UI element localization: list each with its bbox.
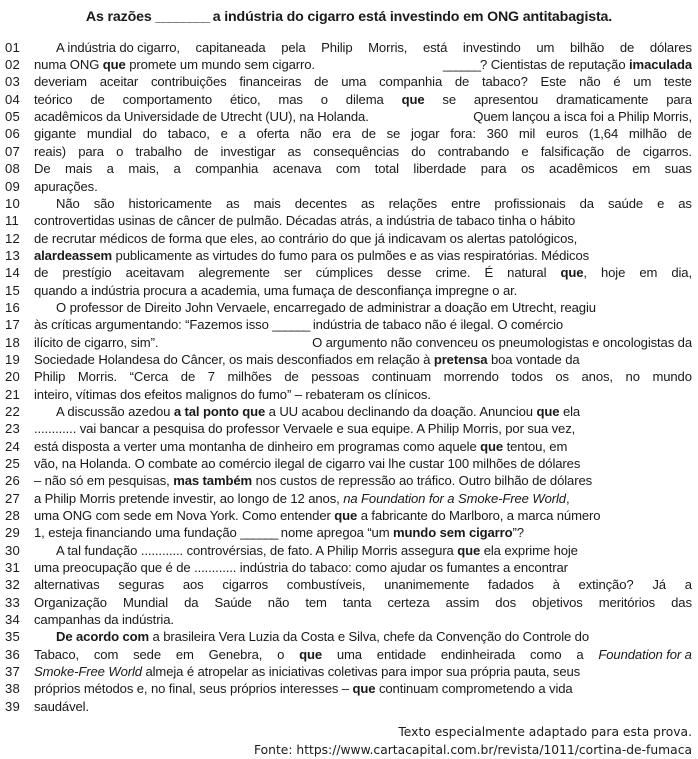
line-text: Organização Mundial da Saúde não tem tanta certeza assim dos objetivos meritórios das (34, 594, 692, 610)
line-number: 38 (5, 681, 20, 697)
line-text: quando a indústria procura a academia, uma fumaça de desconfiança impregne o ar. (34, 282, 518, 298)
line-text: uma preocupação que é de ............ indústria do tabaco: como ajudar os fumantes a encontrar (34, 560, 568, 576)
text-line (5, 387, 692, 404)
text-line (5, 577, 692, 594)
text-line (5, 74, 692, 91)
text-line (5, 681, 692, 698)
line-text: inteiro, vítimas dos efeitos malignos do fumo” – rebateram os clínicos. (34, 386, 431, 402)
text-line (5, 300, 692, 317)
line-number: 21 (5, 386, 20, 402)
text-line (5, 369, 692, 386)
line-number: 35 (5, 629, 20, 645)
line-text: numa ONG que promete um mundo sem cigarro. ______? Cientistas de reputação imaculada (34, 57, 692, 73)
text-line (5, 508, 692, 525)
line-text: apurações. (34, 178, 98, 194)
line-number: 19 (5, 351, 20, 367)
line-number: 16 (5, 299, 20, 315)
line-number: 27 (5, 490, 20, 506)
adaptation-note: Texto especialmente adaptado para esta prova. (398, 725, 692, 740)
line-text: a Philip Morris pretende investir, ao longo de 12 anos, na Foundation for a Smoke-Free World, (34, 490, 570, 506)
line-text: ............ vai bancar a pesquisa do professor Vervaele e sua equipe. A Philip Morris, por sua vez, (34, 421, 576, 437)
text-line (5, 248, 692, 265)
line-number: 09 (5, 178, 20, 194)
line-number: 08 (5, 161, 20, 177)
line-number: 37 (5, 664, 20, 680)
text-line (5, 109, 692, 126)
text-line (5, 335, 692, 352)
line-text: Philip Morris. “Cerca de 7 milhões de pessoas continuam morrendo todos os anos, no mundo (34, 369, 692, 385)
line-text: O professor de Direito John Vervaele, encarregado de administrar a doação em Utrecht, reagiu (56, 299, 596, 315)
line-number: 05 (5, 109, 20, 125)
text-line (5, 699, 692, 716)
line-text: controvertidas usinas de câncer de pulmão. Décadas atrás, a indústria de tabaco tinha o hábito (34, 213, 576, 229)
line-text: – não só em pesquisas, mas também nos custos de repressão ao tráfico. Outro bilhão de dólares (34, 473, 593, 489)
text-line (5, 92, 692, 109)
line-text: Sociedade Holandesa do Câncer, os mais desconfiados em relação à pretensa boa vontade da (34, 351, 580, 367)
text-line (5, 647, 692, 664)
text-line (5, 491, 692, 508)
text-line (5, 612, 692, 629)
text-line (5, 57, 692, 74)
line-text: uma ONG com sede em Nova York. Como entender que a fabricante do Marlboro, a marca número (34, 508, 601, 524)
line-number: 30 (5, 542, 20, 558)
line-text: deveriam aceitar contribuições financeiras de uma companhia de tabaco? Este não é um teste (34, 74, 692, 90)
line-number: 28 (5, 508, 20, 524)
line-number: 11 (5, 213, 19, 229)
line-text: Smoke-Free World almeja é atropelar as iniciativas coletivas para impor sua própria pauta, seus (34, 664, 581, 680)
line-number: 14 (5, 265, 20, 281)
line-number: 36 (5, 646, 20, 662)
line-text: Não são historicamente as mais decentes as relações entre profissionais da saúde e as (56, 195, 692, 211)
line-number: 18 (5, 334, 20, 350)
line-text: de recrutar médicos de forma que eles, ao contrário do que já indicavam os alertas patológicos, (34, 230, 578, 246)
text-line (5, 179, 692, 196)
text-line (5, 265, 692, 282)
text-line (5, 525, 692, 542)
line-number: 10 (5, 195, 20, 211)
text-line (5, 664, 692, 681)
text-line (5, 543, 692, 560)
text-line (5, 473, 692, 490)
line-text: Tabaco, com sede em Genebra, o que uma entidade endinheirada como a Foundation for a (34, 646, 692, 662)
line-number: 25 (5, 456, 20, 471)
line-number: 32 (5, 577, 20, 593)
line-number: 23 (5, 421, 20, 437)
line-number: 07 (5, 143, 20, 159)
line-number: 34 (5, 612, 20, 628)
text-line (5, 439, 692, 456)
line-text: próprios métodos e, no final, seus próprios interesses – que continuam comprometendo a vida (34, 681, 573, 697)
title-blank: ________ (155, 9, 209, 25)
line-text: ilícito de cigarro, sim”. O argumento não convenceu os pneumologistas e oncologistas da (34, 334, 692, 350)
text-line (5, 213, 692, 230)
line-text: alternativas seguras aos cigarros combustíveis, unanimemente fadados à extinção? Já a (34, 577, 692, 593)
text-line (5, 283, 692, 300)
line-number: 15 (5, 282, 20, 298)
line-text: reais) para o trabalho de investigar as consequências do contrabando e falsificação de cigarros. (34, 143, 692, 159)
text-line (5, 560, 692, 577)
text-line (5, 456, 692, 473)
text-line (5, 40, 692, 57)
text-line (5, 126, 692, 143)
line-text: vão, na Holanda. O combate ao comércio ilegal de cigarro vai lhe custar 100 milhões de dólares (34, 456, 581, 471)
line-text: está disposta a verter uma montanha de dinheiro em programas como aquele que tentou, em (34, 438, 568, 454)
line-number: 29 (5, 525, 20, 541)
line-text: acadêmicos da Universidade de Utrecht (UU), na Holanda. Quem lançou a isca foi a Philip Morris, (34, 109, 692, 125)
line-text: De mais a mais, a companhia acenava com total liberdade para os acadêmicos em suas (34, 161, 692, 177)
title-text-before: As razões (85, 9, 156, 25)
line-number: 26 (5, 473, 20, 489)
line-text: campanhas da indústria. (34, 612, 174, 628)
line-number: 01 (5, 39, 20, 55)
line-text: A indústria do cigarro, capitaneada pela Philip Morris, está investindo um bilhão de dólares (56, 39, 692, 55)
line-number: 04 (5, 91, 20, 107)
text-line (5, 421, 692, 438)
text-line (5, 231, 692, 248)
text-body (0, 40, 698, 716)
line-number: 06 (5, 126, 20, 142)
line-text: gigante mundial do tabaco, e a oferta não era de se jogar fora: 360 mil euros (1,64 milhão de (34, 126, 692, 142)
line-text: A discussão azedou a tal ponto que a UU acabou declinando da doação. Anunciou que ela (56, 403, 581, 419)
line-number: 13 (5, 247, 20, 263)
line-number: 31 (5, 560, 20, 576)
line-number: 20 (5, 369, 20, 385)
line-number: 22 (5, 403, 20, 419)
text-line (5, 404, 692, 421)
line-text: alardeassem publicamente as virtudes do fumo para os pulmões e as vias respiratórias. Médicos (34, 247, 590, 263)
text-line (5, 629, 692, 646)
line-number: 03 (5, 74, 20, 90)
line-text: de prestígio aceitavam alegremente ser cúmplices desse crime. É natural que, hoje em dia, (34, 265, 692, 281)
text-line (5, 352, 692, 369)
page-title (0, 0, 698, 27)
line-number: 33 (5, 594, 20, 610)
source-url: Fonte: https://www.cartacapital.com.br/revista/1011/cortina-de-fumaca (254, 742, 692, 757)
line-text: 1, esteja financiando uma fundação ______ nome apregoa “um mundo sem cigarro”? (34, 525, 524, 541)
line-text: às críticas argumentando: “Fazemos isso ______ indústria de tabaco não é ilegal. O comércio (34, 317, 564, 333)
line-text: De acordo com a brasileira Vera Luzia da Costa e Silva, chefe da Convenção do Controle do (56, 629, 590, 645)
line-number: 12 (5, 230, 20, 246)
line-text: A tal fundação ............ controvérsias, de fato. A Philip Morris assegura que ela exprime hoje (56, 542, 578, 558)
text-line (5, 196, 692, 213)
line-text: saudável. (34, 698, 89, 714)
line-text: teórico de comportamento ético, mas o dilema que se apresentou dramaticamente para (34, 91, 692, 107)
line-number: 39 (5, 698, 20, 714)
line-number: 02 (5, 57, 20, 73)
text-line (5, 144, 692, 161)
text-line (5, 317, 692, 334)
line-number: 17 (5, 317, 20, 333)
source-footnote (0, 724, 698, 759)
line-number: 24 (5, 438, 20, 454)
title-text-after: a indústria do cigarro está investindo em ONG antitabagista. (208, 9, 613, 25)
text-line (5, 161, 692, 178)
text-line (5, 595, 692, 612)
